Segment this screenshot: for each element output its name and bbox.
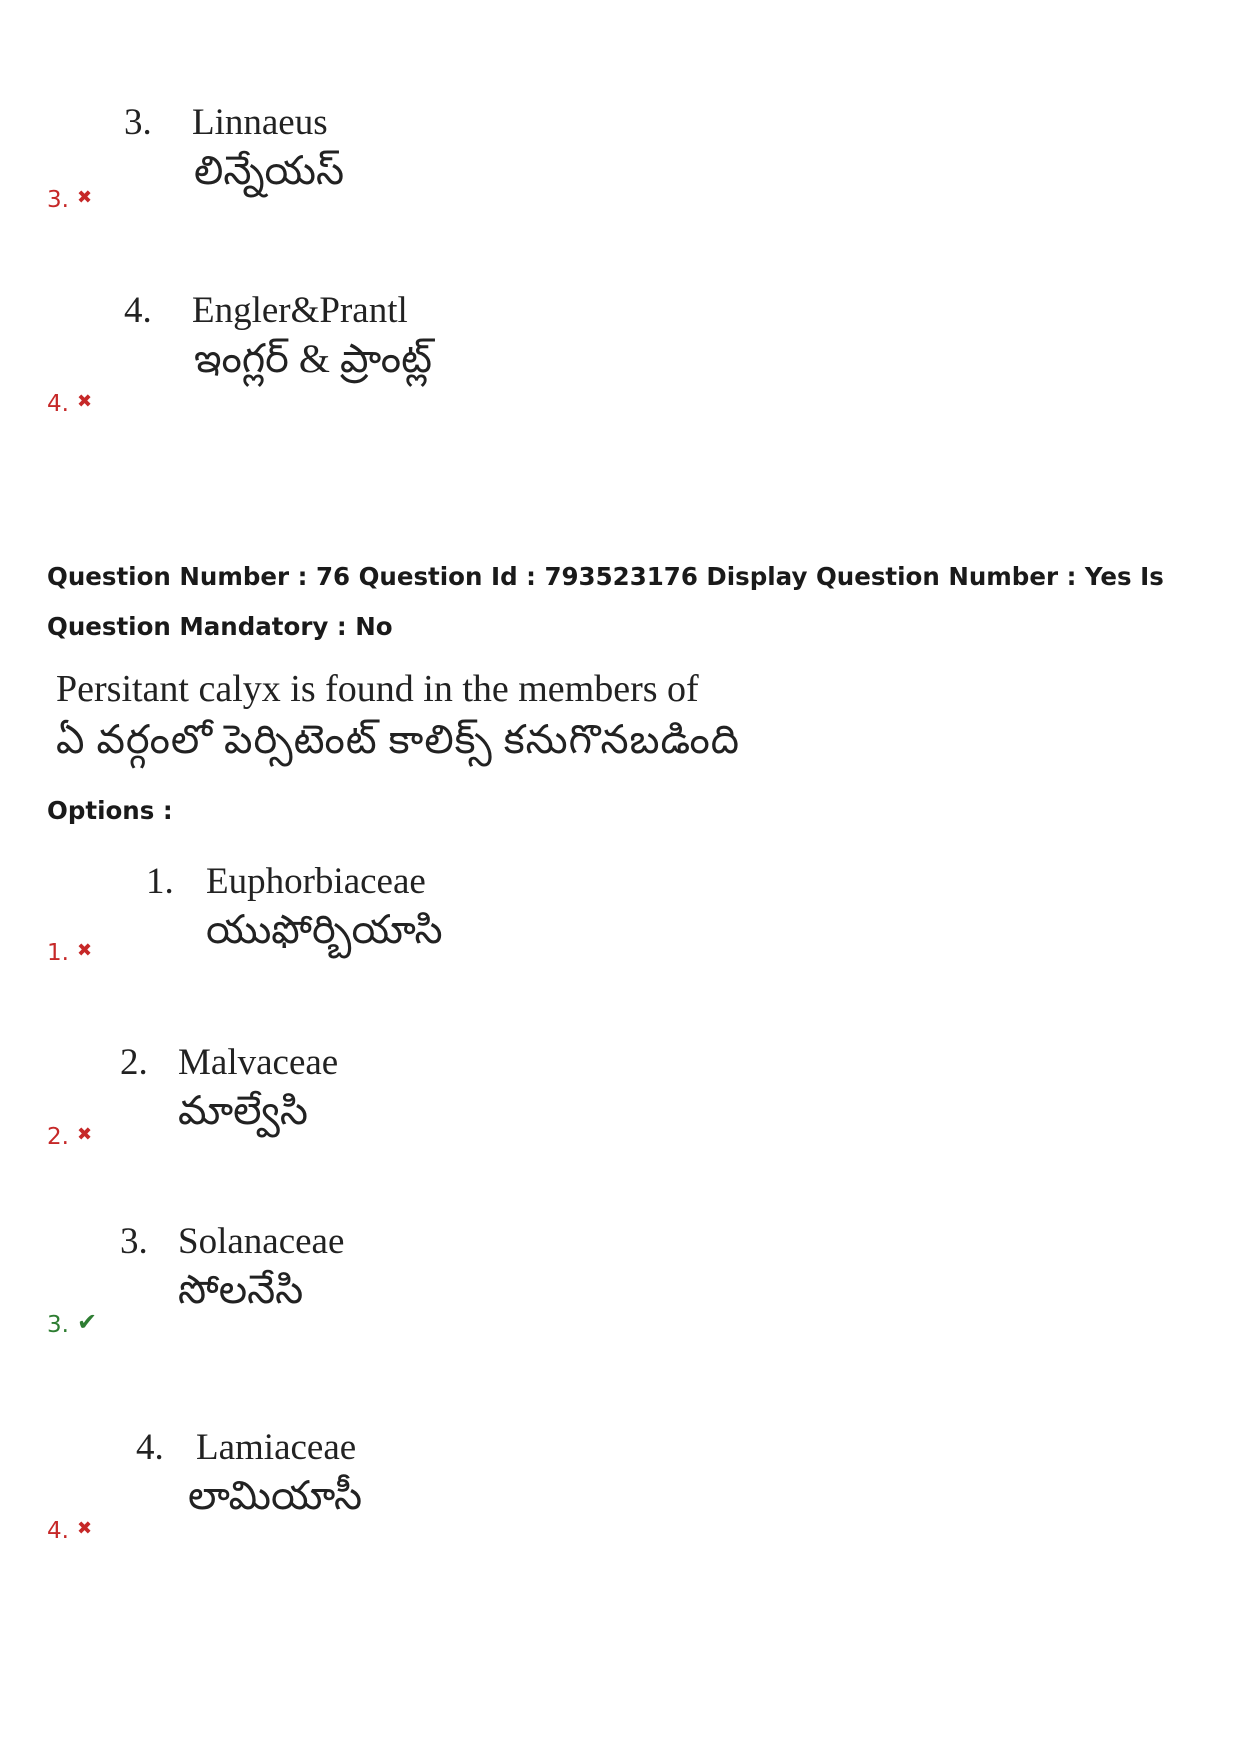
cross-icon: ✖ [76,940,93,961]
option-number: 3. [120,1221,148,1262]
option-image [124,288,432,384]
option-marker-number: 2. [47,1124,69,1150]
option-text-en: Solanaceae [178,1221,345,1262]
cross-icon: ✖ [76,391,93,412]
option-image [120,1040,338,1136]
option-marker [47,1126,92,1149]
option-text-te: లిన్నేయస్ [194,148,345,193]
option-marker-number: 4. [47,1518,69,1544]
option-image [146,859,443,955]
option-marker [47,942,92,965]
check-icon: ✔ [76,1308,98,1336]
option-text-te: లామియాసీ [188,1473,363,1518]
option-marker-number: 1. [47,940,69,966]
option-image [120,1219,344,1315]
option-text-te: మాల్వేసి [178,1088,308,1133]
cross-icon: ✖ [76,1518,93,1539]
option-marker-number: 4. [47,391,69,417]
option-text-en: Linnaeus [192,102,328,143]
option-marker [47,1520,92,1543]
options-label: Options : [47,796,173,825]
option-marker [47,189,92,212]
option-text-en: Euphorbiaceae [206,861,426,902]
question-text-te: ఏ వర్గంలో పెర్సిటెంట్ కాలిక్స్ కనుగొనబడింది [56,717,741,762]
option-marker-number: 3. [47,1312,69,1338]
question-image [56,665,740,767]
option-text-en: Lamiaceae [196,1427,357,1468]
question-text-en: Persitant calyx is found in the members of [56,668,699,710]
option-number: 1. [146,861,174,902]
option-marker [47,1310,97,1337]
option-image [136,1425,362,1521]
cross-icon: ✖ [76,187,93,208]
option-image [124,100,344,196]
option-number: 2. [120,1042,148,1083]
question-meta: Question Number : 76 Question Id : 793523176 Display Question Number : Yes Is Question Mandatory : No [47,562,1164,641]
option-marker-number: 3. [47,187,69,213]
option-number: 4. [136,1427,164,1468]
option-number: 3. [124,102,152,143]
option-text-te: సోలనేసి [178,1267,304,1312]
option-text-te: ఇంగ్లర్ & ప్రాంట్ల్ [194,336,432,381]
option-number: 4. [124,290,152,331]
option-marker [47,393,92,416]
option-text-te: యుఫోర్బియాసి [206,907,443,952]
option-text-en: Engler&Prantl [192,290,408,331]
option-text-en: Malvaceae [178,1042,339,1083]
cross-icon: ✖ [76,1124,93,1145]
